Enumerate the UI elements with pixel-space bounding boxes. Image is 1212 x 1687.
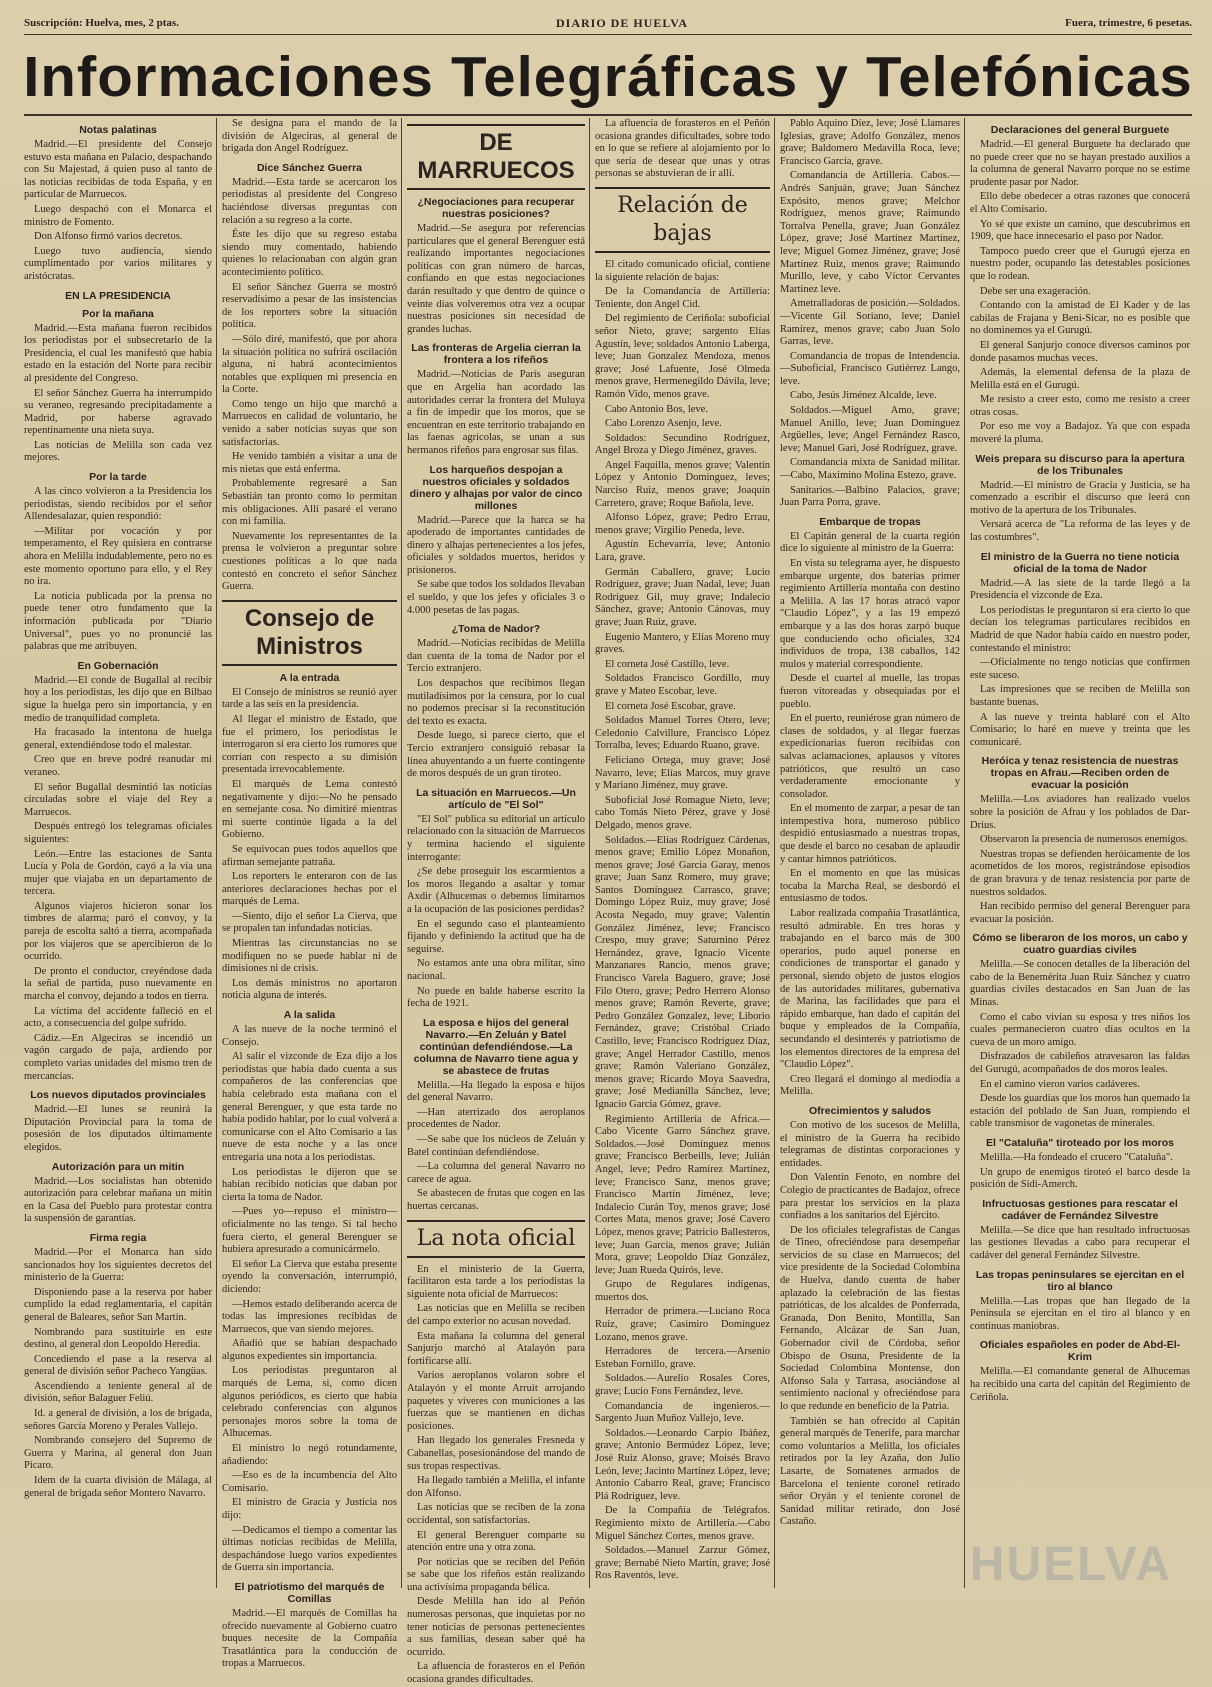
article-paragraph: Madrid.—El presidente del Consejo estuvo esta mañana en Palacio, despachando con Su Majestad, á quien puso al tanto de las noticias recibidas de toda España, y en particular de Marruecos. (24, 139, 212, 201)
article-paragraph: León.—Entre las estaciones de Santa Lucía y Pola de Gordón, cayó a la vía una mujer que viajaba en un departamento de tercera. (24, 848, 212, 898)
article-paragraph: El señor Sánchez Guerra ha interrumpido su veraneo, regresando precipitadamente a Madrid, por haberse agravado repentinamente una nieta suya. (24, 387, 212, 437)
column-1 (24, 118, 212, 1588)
article-paragraph: Las noticias que se reciben de la zona occidental, son satisfactorias. (407, 1502, 585, 1526)
article-paragraph: Madrid.—Noticias recibidas de Melilla dan cuenta de la toma de Nador por el Tercio extranjero. (407, 638, 585, 675)
article-paragraph: —Hemos estado deliberando acerca de todas las impresiones recibidas de Marruecos, que van siendo mejores. (222, 1298, 397, 1335)
column-3 (407, 118, 585, 1686)
section-heading: Los harqueños despojan a nuestros oficiales y soldados dinero y alhajas por valor de cinco millones (409, 463, 583, 512)
article-paragraph: Madrid.—Esta tarde se acercaron los periodistas al presidente del Congreso haciéndose diversas preguntas con relación a su regreso a la corte. (222, 176, 397, 226)
article-paragraph: Madrid.—El marqués de Comillas ha ofrecido nuevamente al Gobierno cuatro buques necesite de la Compañía Trasatlántica para la conducción de tropas a Marruecos. (222, 1607, 397, 1670)
article-paragraph: Por noticias que se reciben del Peñón se sabe que los rifeños están realizando una activísima propaganda bélica. (407, 1556, 585, 1593)
article-paragraph: Cabo Antonio Bos, leve. (605, 403, 708, 415)
column-5 (780, 118, 960, 1588)
article-paragraph: El Capitán general de la cuarta región dice lo siguiente al ministro de la Guerra: (780, 530, 960, 555)
article-paragraph: —Sólo diré, manifestó, que por ahora la situación política no sufrirá oscilación alguna, ni habrá acontecimientos notables que expliquen mi presencia en la Corte. (222, 333, 397, 396)
section-heading: EN LA PRESIDENCIA (65, 289, 171, 302)
article-paragraph: El señor La Cierva que estaba presente oyendo la conversación, interrumpió, diciendo: (222, 1258, 397, 1295)
article-paragraph: Desde luego, si parece cierto, que el Tercio extranjero consiguió rebasar la línea ahuyentando a un fuerte contingente de moros después de un gran tiroteo. (407, 730, 585, 780)
section-heading: El "Cataluña" tiroteado por los moros (986, 1137, 1174, 1149)
article-paragraph: Soldados.—Leonardo Carpio Ibáñez, grave; Antonio Bermúdez López, leve; José Ruiz Alonso, grave; Moisés Bravo León, leve; Jacinto Martínez López, leve; Antonio Cabarro Real, grave; Francisco Plá Rodríguez, leve. (595, 1427, 770, 1502)
section-heading: La nota oficial (407, 1220, 585, 1258)
section-heading: Las tropas peninsulares se ejercitan en el tiro al blanco (975, 1268, 1185, 1293)
article-paragraph: Melilla.—Se conocen detalles de la liberación del cabo de la Benemérita Juan Ruiz Sánchez y cuatro guardias civiles destacados en San Juan de las Minas. (970, 959, 1190, 1009)
article-paragraph: El ministro lo negó rotundamente, añadiendo: (222, 1443, 397, 1467)
section-heading: Las fronteras de Argelia cierran la frontera a los rifeños (411, 342, 581, 367)
article-paragraph: Disponiendo pase a la reserva por haber cumplido la edad reglamentaria, el capitán general de Baleares, señor San Martín. (24, 1286, 212, 1323)
article-paragraph: El señor Sánchez Guerra se mostró reservadísimo a pesar de las insistencias de los reporters sobre la situación política. (222, 281, 397, 331)
article-paragraph: He venido también a visitar a una de mis nietas que está enferma. (222, 451, 397, 475)
article-paragraph: Los reporters le enteraron con de las anteriores declaraciones hechas por el marqués de Lema. (222, 871, 397, 908)
article-paragraph: Luego despachó con el Monarca el ministro de Fomento. (24, 203, 212, 228)
article-paragraph: También se han ofrecido al Capitán general marqués de Tenerife, para marchar como voluntarios a Melilla, los oficiales retirados por la ley Azaña, don Julio Lasarte, de Somatenes armados de Barcelona el teniente coronel retirado señor Oryán y el teniente coronel de Sanidad militar retirado, don José Castaño. (780, 1415, 960, 1528)
article-paragraph: Grupo de Regulares indígenas, muertos dos. (595, 1279, 770, 1303)
article-paragraph: El marqués de Lema contestó negativamente y dijo:—No he pensado en semejante cosa. No dimitiré mientras mi suerte continúe ligada a la del Gobierno. (222, 778, 397, 841)
article-paragraph: —Siento, dijo el señor La Cierva, que se propalen tan infundadas noticias. (222, 910, 397, 935)
article-paragraph: Nuestras tropas se defienden heróicamente de los acometidos de los moros, registrándose episodios de gran bravura y de tenaz resistencia por parte de nuestros soldados. (970, 848, 1190, 898)
article-paragraph: El corneta José Castillo, leve. (605, 658, 730, 670)
article-paragraph: Ascendiendo a teniente general al de división, señor Balaguer Feliú. (24, 1380, 212, 1405)
article-paragraph: "El Sol" publica su editorial un artículo relacionado con la situación de Marruecos y termina haciendo el siguiente interrogante: (407, 813, 585, 863)
article-paragraph: Nuevamente los representantes de la prensa le volvieron a preguntar sobre cuestiones políticas a lo que nada contestó en concreto el señor Sánchez Guerra. (222, 530, 397, 593)
article-paragraph: Probablemente regresaré a San Sebastián tan pronto como lo permitan mis obligaciones. Allí pasaré el verano con mi familia. (222, 478, 397, 528)
article-paragraph: Se equivocan pues todos aquellos que afirman semejante patraña. (222, 843, 397, 868)
article-paragraph: En el ministerio de la Guerra, facilitaron esta tarde a los periodistas la siguiente nota oficial de Marruecos: (407, 1263, 585, 1300)
article-paragraph: —Se sabe que los núcleos de Zeluán y Batel continúan defendiéndose. (407, 1134, 585, 1158)
article-paragraph: La noticia publicada por la prensa no puede tener otro fundamento que la información publicada por "Diario Universal", pues yo no pronuncié las palabras que me atribuyen. (24, 590, 212, 653)
article-paragraph: Idem de la cuarta división de Málaga, al general de brigada señor Montero Navarro. (24, 1475, 212, 1499)
article-paragraph: Madrid.—Por el Monarca han sido sancionados hoy los siguientes decretos del ministerio de la Guerra: (24, 1246, 212, 1284)
section-heading: A la salida (283, 1009, 336, 1022)
article-paragraph: Los despachos que recibimos llegan mutiladísimos por la censura, por lo cual no podemos precisar si la reconstitución del texto es exacta. (407, 678, 585, 727)
article-paragraph: Se designa para el mando de la división de Algeciras, al general de brigada don Angel Rodríguez. (222, 118, 397, 155)
article-paragraph: Desde los guardias que los moros han quemado la estación del poblado de San Juan, rompiendo el cable transmisor de vagonetas de minerales. (970, 1093, 1190, 1130)
article-paragraph: En el segundo caso el planteamiento fijando y definiendo la actitud que ha de seguirse. (407, 918, 585, 955)
subscription-local: Suscripción: Huelva, mes, 2 ptas. (24, 17, 179, 29)
article-paragraph: Con motivo de los sucesos de Melilla, el ministro de la Guerra ha recibido telegramas de distintas corporaciones y entidades. (780, 1119, 960, 1169)
article-paragraph: —Oficialmente no tengo noticias que confirmen este suceso. (970, 657, 1190, 681)
newspaper-name: DIARIO DE HUELVA (556, 15, 689, 30)
page-headline: Informaciones Telegráficas y Telefónicas (23, 45, 1193, 109)
section-heading: En Gobernación (77, 659, 159, 672)
section-heading: El ministro de la Guerra no tiene noticia oficial de la toma de Nador (980, 550, 1180, 575)
article-paragraph: La afluencia de forasteros en el Peñón ocasiona grandes dificultades. (407, 1661, 585, 1686)
article-paragraph: Se sabe que todos los soldados llevaban el sueldo, y que los jefes y oficiales 3 o 4.000 pesetas de las pagas. (407, 579, 585, 616)
section-heading: Ofrecimientos y saludos (809, 1104, 931, 1117)
article-paragraph: Al llegar el ministro de Estado, que fue el primero, los periodistas le interrogaron si era cierto los rumores que corrían con respecto a su dimisión presentada irrevocablemente. (222, 713, 397, 776)
article-paragraph: Contando con la amistad de El Kader y de las cabilas de Frajana y Beni-Sicar, no es posible que no dominemos ya el Gurugú. (970, 300, 1190, 337)
masthead-line (24, 12, 1192, 35)
section-heading: Los nuevos diputados provinciales (30, 1089, 206, 1102)
article-paragraph: Ha fracasado la intentona de huelga general, extendiéndose todo el malestar. (24, 727, 212, 751)
article-paragraph: En el momento de zarpar, a pesar de tan intempestiva hora, numeroso público despidió entusiasmado a nuestras tropas, que desde el barco no cesaban de aplaudir y cantar himnos patrióticos. (780, 803, 960, 865)
article-paragraph: A las nueve de la noche terminó el Consejo. (222, 1024, 397, 1048)
section-heading: Heróica y tenaz resistencia de nuestras tropas en Afrau.—Reciben orden de evacuar la posición (981, 755, 1179, 792)
article-paragraph: Labor realizada compañía Trasatlántica, resultó admirable. En tres horas y trabajando en el barco más de 300 operarios, pudo aquel ponerse en condiciones de transportar el ganado y personal, siendo objeto de justos elogios de las autoridades militares, gubernativa de Marina, las facilidades que para el rápido embarque, han dado el capitán del buque y empleados de la Compañía, secundando el desinterés y patriotismo de los elementos directores de la empresa del "Claudio López". (780, 908, 960, 1071)
article-paragraph: —La columna del general Navarro no carece de agua. (407, 1161, 585, 1185)
article-paragraph: De pronto el conductor, creyéndose dada la señal de partida, puso nuevamente en marcha el convoy, dejando a todos en tierra. (24, 965, 212, 1003)
article-paragraph: La víctima del accidente falleció en el acto, a consecuencia del golpe sufrido. (24, 1005, 212, 1030)
article-paragraph: Madrid.—Los socialistas han obtenido autorización para celebrar mañana un mitin en la Casa del Pueblo para protestar contra la suspensión de garantías. (24, 1175, 212, 1225)
article-paragraph: Soldados: Secundino Rodríguez, Angel Broza y Diego Jiménez, graves. (595, 432, 770, 457)
article-paragraph: Madrid.—Esta mañana fueron recibidos los periodistas por el subsecretario de la Presidencia, el cual les manifestó que había estado en la estación del Norte para recibir al presidente del Congreso. (24, 322, 212, 384)
article-paragraph: Comandancia de ingenieros.—Sargento Juan Muñoz Vallejo, leve. (595, 1400, 770, 1425)
article-paragraph: Observaron la presencia de numerosos enemigos. (980, 834, 1188, 846)
article-paragraph: Las noticias de Melilla son cada vez mejores. (24, 439, 212, 464)
article-paragraph: Don Alfonso firmó varios decretos. (34, 231, 183, 243)
article-paragraph: Los demás ministros no aportaron noticia alguna de interés. (222, 977, 397, 1002)
article-paragraph: En vista su telegrama ayer, he dispuesto embarque urgente, dos baterías primer regimiento Artillería montaña con destino a Melilla. A las 17 horas atracó vapor "Claudio López", y a las 19 empezó embarque y a las dos horas zarpó buque que conduciendo ocho oficiales, 324 individuos de tropa, 138 caballos, 142 mulos y material correspondiente. (780, 558, 960, 670)
article-paragraph: Debe ser una exageración. (980, 285, 1091, 297)
article-paragraph: Tampoco puedo creer que el Gurugú ejerza en nuestro poder, ocupando las detestables posiciones que lo rodean. (970, 245, 1190, 282)
article-paragraph: Los periodistas le preguntaron si era cierto lo que decían los telegramas particulares recibidos en Madrid de que Nador había caído en nuestro poder, contestando el ministro: (970, 604, 1190, 654)
section-heading: El patriotismo del marqués de Comillas (234, 1580, 385, 1605)
column-separator (401, 118, 402, 1588)
article-paragraph: Eugenio Mantero, y Elías Moreno muy graves. (595, 631, 770, 656)
column-separator (774, 118, 775, 1588)
section-heading: Autorización para un mitin (51, 1160, 185, 1173)
section-heading: A la entrada (279, 671, 340, 684)
article-paragraph: Después entregó los telegramas oficiales siguientes: (24, 821, 212, 845)
section-heading: La situación en Marruecos.—Un artículo de "El Sol" (416, 786, 576, 811)
article-paragraph: Como tengo un hijo que marchó a Marruecos en calidad de voluntario, he venido a saber noticias suyas que son satisfactorias. (222, 398, 397, 448)
article-paragraph: De los oficiales telegrafistas de Cangas de Tineo, ofreciéndose para desempeñar servicios de su clase en Marruecos; del vice presidente de la Sociedad Colombina de Huelva, dando cuenta de haber aplazado la celebración de las fiestas patrióticas, de los alcaldes de Ponferrada, Granada, Don Benito, Montilla, San Fernando, Alcázar de San Juan, Gobernador civil de Córdoba, señor Obispo de Osuna, Presidente de la Sociedad Colombina Montense, don Alfonso Sala y Tarrasa, asociándose al sentimiento nacional y ofreciéndose para lo que redunde en beneficio de la Patria. (780, 1224, 960, 1412)
article-paragraph: Soldados.—Aurelio Rosales Cores, grave; Lucio Fons Fernández, leve. (595, 1373, 770, 1398)
article-paragraph: Madrid.—El conde de Bugallal al recibir hoy a los periodistas, les dijo que en Bilbao sigue la huelga pero sin importancia, y en medio de tranquilidad completa. (24, 674, 212, 724)
article-paragraph: No puede en balde haberse escrito la fecha de 1921. (407, 985, 585, 1010)
section-heading: Cómo se liberaron de los moros, un cabo y cuatro guardias civiles (972, 932, 1188, 957)
section-heading: Oficiales españoles en poder de Abd-El-Krim (979, 1339, 1181, 1364)
article-paragraph: Soldados.—Miguel Amo, grave; Manuel Anillo, leve; Juan Domínguez Argüelles, leve; Angel Fernández Rasco, leve; Manuel Gari, José Rodríguez, grave. (780, 405, 960, 454)
article-paragraph: Melilla.—Las tropas que han llegado de la Península se ejercitan en el tiro al blanco y en continuas maniobras. (970, 1295, 1190, 1332)
article-paragraph: Nombrando para sustituirle en este destino, al general don Leopoldo Heredia. (24, 1326, 212, 1351)
article-paragraph: A las cinco volvieron a la Presidencia los periodistas, siendo recibidos por el señor Allendesalazar, quien respondió: (24, 486, 212, 523)
article-paragraph: Comandancia mixta de Sanidad militar.—Cabo, Maximino Molina Estezo, grave. (780, 457, 960, 482)
column-separator (964, 118, 965, 1588)
article-paragraph: Soldados Manuel Torres Otero, leve; Celedonio Calvillure, Francisco López Torralba, leves; Eduardo Ruano, grave. (595, 715, 770, 752)
article-paragraph: A las nueve y treinta hablaré con el Alto Comisario; lo haré en nueve y treinta que les comunicaré. (970, 711, 1190, 748)
article-paragraph: Melilla.—Ha llegado la esposa e hijos del general Navarro. (407, 1079, 585, 1104)
article-paragraph: Luego tuvo audiencia, siendo cumplimentado por varios militares y aristócratas. (24, 245, 212, 282)
article-paragraph: Comandancia de Artillería. Cabos.—Andrés Sanjuán, grave; Juan Sánchez Expósito, menos grave; Melchor Rodríguez, menos grave; Raimundo Torralva Penella, grave; Juan González López, grave; José Martínez Martínez, leve; Miguel Gomez Jiménez, grave; José Martínez Ruiz, menos grave; Raimundo Murillo, leve, y cabo Víctor Cervantes Martínez leve. (780, 170, 960, 295)
article-paragraph: Madrid.—El ministro de Gracia y Justicia, se ha comenzado a escribir el discurso que leerá con motivo de la apertura de los Tribunales. (970, 479, 1190, 516)
section-heading: Consejo de Ministros (222, 600, 397, 666)
article-paragraph: Regimiento Artillería de Africa.—Cabo Vicente Garro Sánchez grave. Soldados.—José Domínguez menos grave; Francisco Berbeills, leve; Julián Angel, leve; Pedro Ramírez Martínez, leve; Francisco Sanz, menos grave; Francisco Martín Jiménez, leve; Indalecio Curán Toy, menos grave; José Cortes Mata, menos grave; José Cavero López, menos grave; Patricio Ballesteros, leve; Juan García, menos grave; Julián Mora, grave; Leopoldo Díaz González, leve; Juan Rueda Quirós, leve. (595, 1113, 770, 1276)
section-heading: DE MARRUECOS (407, 124, 585, 190)
article-paragraph: Disfrazados de cabileños atravesaron las faldas del Gurugú, acompañados de dos moros leales. (970, 1051, 1190, 1076)
article-paragraph: Alfonso López, grave; Pedro Errau, menos grave; Virgilio Peneda, leve. (595, 512, 770, 536)
column-separator (589, 118, 590, 1588)
article-paragraph: Al salir el vizconde de Eza dijo a los periodistas que había dado cuenta a sus compañeros de las conferencias que había celebrado esta mañana con el general Berenguer, y que esta tarde no había podido hablar, por lo cual volverá a comunicarse con el Alto Comisario a las nueve de esta noche y a las once entregaría una nota a los periodistas. (222, 1051, 397, 1163)
article-paragraph: Ametralladoras de posición.—Soldados.—Vicente Gil Soriano, leve; Daniel Ramírez, menos grave; cabo Juan Solo Garras, leve. (780, 298, 960, 348)
article-paragraph: En el momento en que las músicas tocaba la Marcha Real, se desbordó el entusiasmo de todos. (780, 868, 960, 905)
article-paragraph: Del regimiento de Ceriñola: suboficial señor Nieto, grave; sargento Elías Agustín, leve; soldados Antonio Laberga, leve; Juan Gonzalez Mendoza, menos grave; José Lafuente, José Olmeda menos grave, Hermenegildo Dávila, leve; Ramón Vido, menos grave. (595, 313, 770, 400)
article-paragraph: Melilla.—Los aviadores han realizado vuelos sobre la posición de Afrau y los poblados de Dar-Drius. (970, 794, 1190, 831)
article-paragraph: Madrid.—El lunes se reunirá la Diputación Provincial para la toma de posesión de los diputados últimamente elegidos. (24, 1104, 212, 1153)
article-paragraph: Herradores de tercera.—Arsenio Esteban Fornillo, grave. (595, 1346, 770, 1370)
article-paragraph: —Militar por vocación y por temperamento, el Rey quisiera en contrarse ahora en Melilla indudablemente, pero no es este momento oportuno para ello, y el Rey no ira. (24, 525, 212, 588)
article-paragraph: El señor Bugallal desmintió las noticias circuladas sobre el viaje del Rey a Marruecos. (24, 781, 212, 818)
archive-watermark: HUELVA (969, 1538, 1172, 1591)
article-paragraph: En el camino vieron varios cadáveres. (980, 1078, 1140, 1090)
article-paragraph: Éste les dijo que su regreso estaba siendo muy comentado, habiendo quienes lo relacionaban con algún gran acontecimiento político. (222, 229, 397, 278)
section-heading: Notas palatinas (79, 124, 157, 136)
article-paragraph: Soldados.—Manuel Zarzur Gómez, grave; Bernabé Nieto Martín, grave; José Ros Raventós, leve. (595, 1545, 770, 1582)
article-paragraph: El general Berenguer comparte su atención entre una y otra zona. (407, 1529, 585, 1554)
article-paragraph: Sanitarios.—Balbino Palacios, grave; Juan Parra Porra, grave. (780, 484, 960, 509)
article-paragraph: Versará acerca de "La reforma de las leyes y de las costumbres". (970, 519, 1190, 544)
article-paragraph: Madrid.—El general Burguete ha declarado que no puede creer que no se hayan prestado auxilios a la columna de general Navarro porque no se estime prudente pasar por Nador. (970, 139, 1190, 188)
article-paragraph: Soldados.—Elías Rodríguez Cárdenas, menos grave; Emilio López Monañon, menos grave; José García Garay, menos grave; Juan Sanz Romero, muy grave; Santos Domínguez Carrasco, grave; Domingo López Ruiz, muy grave; José Acosta Negado, muy grave; Valentín González Jiménez, leve; Francisco Crespo, muy grave; Saturnino Pérez Hernández, grave, Ignacio Vicente Manzanares Rancio, menos grave; Francisco Varela Baguero, grave; José Filo Otero, grave; Pedro Herrero Alonso menos grave; Ramón Reverte, grave; Pedro González Gonzalez, leve; Liborio Fernández, grave; Cristóbal Criado Castillo, leve; Francisco Rodríguez Díaz, grave; Angel Herrador Castillo, menos grave; Ramón Valeriano González, menos grave; Ricardo Moya Saavedra, grave; José Medianilla Sánchez, leve; Ignacio Garcia Gómez, grave. (595, 834, 770, 1110)
article-paragraph: No estamos ante una obra militar, sino nacional. (407, 958, 585, 982)
article-paragraph: Añadió que se habían despachado algunos expedientes sin importancia. (222, 1338, 397, 1362)
article-paragraph: Desde el cuartel al muelle, las tropas fueron vitoreadas y obsequiadas por el pueblo. (780, 673, 960, 710)
section-heading: ¿Toma de Nador? (451, 623, 541, 636)
section-heading: Por la tarde (89, 471, 147, 484)
article-paragraph: Cádiz.—En Algeciras se incendió un vagón cargado de paja, ardiendo por completo varias unidades del mismo tren de mercancías. (24, 1032, 212, 1082)
article-paragraph: El corneta José Escobar, grave. (605, 700, 736, 712)
section-heading: Infructuosas gestiones para rescatar el cadáver de Fernández Silvestre (982, 1197, 1178, 1222)
column-6 (970, 118, 1190, 1588)
column-4 (595, 118, 770, 1588)
article-paragraph: De la Comandancia de Artillería: Teniente, don Angel Cid. (595, 286, 770, 310)
column-separator (216, 118, 217, 1588)
article-paragraph: Creo que en breve podré reanudar mi veraneo. (24, 754, 212, 778)
article-paragraph: Yo sé que existe un camino, que descubrimos en 1909, que hace innecesario el paso por Nador. (970, 218, 1190, 243)
article-paragraph: —Eso es de la incumbencia del Alto Comisario. (222, 1470, 397, 1494)
article-paragraph: Me resisto a creer esto, como me resisto a creer otras cosas. (970, 394, 1190, 418)
article-paragraph: Ello debe obedecer a otras razones que conocerá el Alto Comisario. (970, 191, 1190, 215)
article-paragraph: El ministro de Gracia y Justicia nos dijo: (222, 1497, 397, 1521)
article-paragraph: Han llegado los generales Fresneda y Cabanellas, posesionándose del mando de sus tropas respectivas. (407, 1435, 585, 1472)
article-paragraph: Esta mañana la columna del general Sanjurjo marchó al Atalayón para fortificarse allí. (407, 1330, 585, 1367)
article-paragraph: De la Compañía de Telégrafos. Regimiento mixto de Artillería.—Cabo Miguel Sánchez Cortes, menos grave. (595, 1505, 770, 1542)
article-paragraph: Las impresiones que se reciben de Melilla son bastante buenas. (970, 684, 1190, 708)
article-paragraph: Han recibido permiso del general Berenguer para evacuar la posición. (970, 901, 1190, 925)
article-paragraph: El Consejo de ministros se reunió ayer tarde a las seis en la presidencia. (222, 686, 397, 711)
article-paragraph: Además, la elemental defensa de la plaza de Melilla está en el Gurugú. (970, 367, 1190, 391)
section-heading: La esposa e hijos del general Navarro.—En Zeluán y Batel continúan defendiéndose.—La columna de Navarro tiene agua y se abastece de frutas (413, 1016, 579, 1077)
article-paragraph: Por eso me voy a Badajoz. Ya que con espada moveré la pluma. (970, 421, 1190, 446)
article-paragraph: Los periodistas preguntaron al marqués de Lema, si, como dicen algunos periódicos, es cierto que había celebrado conferencias con algunos personajes moros sobre la toma de Alhucemas. (222, 1365, 397, 1440)
article-paragraph: Las noticias que en Melilla se reciben del campo exterior no acusan novedad. (407, 1303, 585, 1327)
article-paragraph: Melilla.—El comandante general de Alhucemas ha recibido una carta del capitán del Regimiento de Ceriñola. (970, 1366, 1190, 1403)
section-heading: ¿Negociaciones para recuperar nuestras posiciones? (417, 196, 575, 220)
section-heading: Firma regia (89, 1231, 147, 1244)
article-paragraph: Agustín Echevarría, leve; Antonio Lara, grave. (595, 539, 770, 564)
article-paragraph: —Han aterrizado dos aeroplanos procedentes de Nador. (407, 1106, 585, 1131)
article-paragraph: Cabo, Jesús Jiménez Alcalde, leve. (790, 390, 937, 402)
article-paragraph: Soldados Francisco Gordillo, muy grave y Mateo Escobar, leve. (595, 673, 770, 697)
article-paragraph: Como el cabo vivían su esposa y tres niños los cuales permanecieron cuatro días ocultos en la cueva de un moro amigo. (970, 1011, 1190, 1048)
section-heading: Por la mañana (82, 307, 154, 320)
article-paragraph: Varios aeroplanos volaron sobre el Atalayón y el monte Arruit arrojando paquetes y víveres con municiones a las fuerzas que se mantienen en dichas posiciones. (407, 1370, 585, 1432)
article-paragraph: Concediendo el pase a la reserva al general de división señor Pacheco Yangüas. (24, 1353, 212, 1378)
article-paragraph: El general Sanjurjo conoce diversos caminos por donde pasamos muchas veces. (970, 339, 1190, 364)
article-paragraph: Cabo Lorenzo Asenjo, leve. (605, 418, 722, 430)
article-paragraph: La afluencia de forasteros en el Peñón ocasiona grandes dificultades, sobre todo en lo que se refiere al alojamiento por lo que sería de desear que unas y otras personas se abstuvieran de ir allí. (595, 118, 770, 180)
article-paragraph: En el puerto, reuniérose gran número de clases de soldados, y al llegar fuerzas expedicionarias fueron recibidas con salvas aclamaciones, aplausos y vítores patrióticos, que resultó un caso verdaderamente emocionante y consolador. (780, 713, 960, 800)
article-paragraph: Madrid.—Noticias de París aseguran que en Argelia han acordado las autoridades cerrar la frontera del Muluya a fin de impedir que los moros, que se encuentran en este territorio trabajando en las faenas agrícolas, se unan a sus hermanos rifeños para engrosar sus filas. (407, 369, 585, 456)
article-paragraph: Melilla.—Ha fondeado el crucero "Cataluña". (980, 1152, 1173, 1163)
article-paragraph: ¿Se debe proseguir los escarmientos a los moros llegando a asaltar y tomar Axdir (Alhucemas o debemos limitarnos a la ocupación de las posiciones perdidas? (407, 866, 585, 915)
article-paragraph: Mientras las circunstancias no se modifiquen no se puede hablar ni de dimisiones ni de crisis. (222, 938, 397, 975)
article-paragraph: Pablo Aquino Díez, leve; José Llamares Iglesias, grave; Adolfo González, menos grave; Baldomero Medavilla Roca, leve; Francisco García, grave. (780, 118, 960, 167)
article-paragraph: Herrador de primera.—Luciano Roca Ruiz, grave; Casimiro Domínguez Lozano, menos grave. (595, 1306, 770, 1343)
article-paragraph: Desde Melilla han ido al Peñón numerosas personas, que inquietas por no tener noticias de personas pertenecientes a sus familias, desean saber qué ha ocurrido. (407, 1596, 585, 1658)
article-paragraph: Un grupo de enemigos tiroteó el barco desde la posición de Sidi-Amerch. (970, 1166, 1190, 1191)
article-paragraph: Madrid.—A las siete de la tarde llegó a la Presidencia el vizconde de Eza. (970, 577, 1190, 602)
section-heading: Declaraciones del general Burguete (990, 124, 1170, 136)
article-paragraph: —Dedicamos el tiempo a comentar las últimas noticias recibidas de Melilla, despachándose luego varios expedientes de Guerra sin importancia. (222, 1524, 397, 1574)
article-paragraph: Comandancia de tropas de Intendencia.—Suboficial, Francisco Gutiérrez Lango, leve. (780, 350, 960, 387)
article-paragraph: —Pues yo—repuso el ministro—oficialmente no las tengo. Si tal hecho fuera cierto, el general Berenguer se hubiera apresurado a comunicármelo. (222, 1206, 397, 1256)
section-heading: Dice Sánchez Guerra (256, 161, 363, 174)
article-paragraph: Algunos viajeros hicieron sonar los timbres de alarma; paró el convoy, y la pareja de escolta saltó a tierra, acompañada por los viajeros que se apercibieron de lo ocurrido. (24, 900, 212, 963)
article-paragraph: Ha llegado también a Melilla, el infante don Alfonso. (407, 1475, 585, 1499)
article-paragraph: Madrid.—Parece que la harca se ha apoderado de importantes cantidades de dinero y alhajas pertenecientes a los jefes, oficiales y soldados muertos, heridos y prisioneros. (407, 514, 585, 576)
article-paragraph: Los periodistas le dijeron que se habían recibido noticias que daban por cierta la toma de Nador. (222, 1166, 397, 1203)
article-paragraph: Don Valentín Fenoto, en nombre del Colegio de practicantes de Badajoz, ofrece para prestar los servicios en la plaza confiados a los sanitarios del Ejército. (780, 1172, 960, 1222)
section-heading: Weis prepara su discurso para la apertura de los Tribunales (975, 452, 1185, 477)
article-paragraph: Germán Caballero, grave; Lucio Rodríguez, grave; Juan Nadal, leve; Juan Rodríguez Gil, muy grave; Indalecio Sánchez, grave; Antonio Cánovas, muy grave; Juan Ruiz, grave. (595, 566, 770, 628)
section-heading: Relación de bajas (595, 187, 770, 253)
article-paragraph: Se abastecen de frutas que cogen en las huertas cercanas. (407, 1188, 585, 1213)
article-paragraph: Suboficial José Romague Nieto, leve; cabo Tomás Nieto Pérez, grave y José Delgado, menos grave. (595, 794, 770, 831)
article-paragraph: El citado comunicado oficial, contiene la siguiente relación de bajas: (595, 258, 770, 283)
article-paragraph: Id. a general de división, a los de brigada, señores García Moreno y Perales Vallejo. (24, 1408, 212, 1432)
article-paragraph: Angel Faquilla, menos grave; Valentín López y Antonio Domínguez, leves; Narciso Ruiz, menos grave; Joaquín Carretero, grave; Roque Bañola, leve. (595, 459, 770, 509)
article-paragraph: Creo llegará el domingo al mediodía a Melilla. (780, 1073, 960, 1098)
section-heading: Embarque de tropas (819, 515, 921, 528)
article-paragraph: Madrid.—Se asegura por referencias particulares que el general Berenguer está realizando importantes negociaciones políticas con gran número de harcas, confiando en que estas negociaciones darán resultado y que dentro de quince o veinte días volveremos otra vez a ocupar nuestras posiciones sin necesidad de grandes luchas. (407, 223, 585, 335)
article-paragraph: Melilla.—Se dice que han resultado infructuosas las gestiones llevadas a cabo para recuperar el cadáver del general Fernández Silvestre. (970, 1224, 1190, 1261)
article-paragraph: Nombrando consejero del Supremo de Guerra y Marina, al general don Juan Picaro. (24, 1435, 212, 1472)
article-paragraph: Feliciano Ortega, muy grave; José Navarro, leve; Elías Marcos, muy grave y Mariano Jiménez, muy grave. (595, 754, 770, 792)
subscription-outside: Fuera, trimestre, 6 pesetas. (1065, 17, 1192, 29)
headline-rule (24, 114, 1192, 116)
column-2 (222, 118, 397, 1670)
